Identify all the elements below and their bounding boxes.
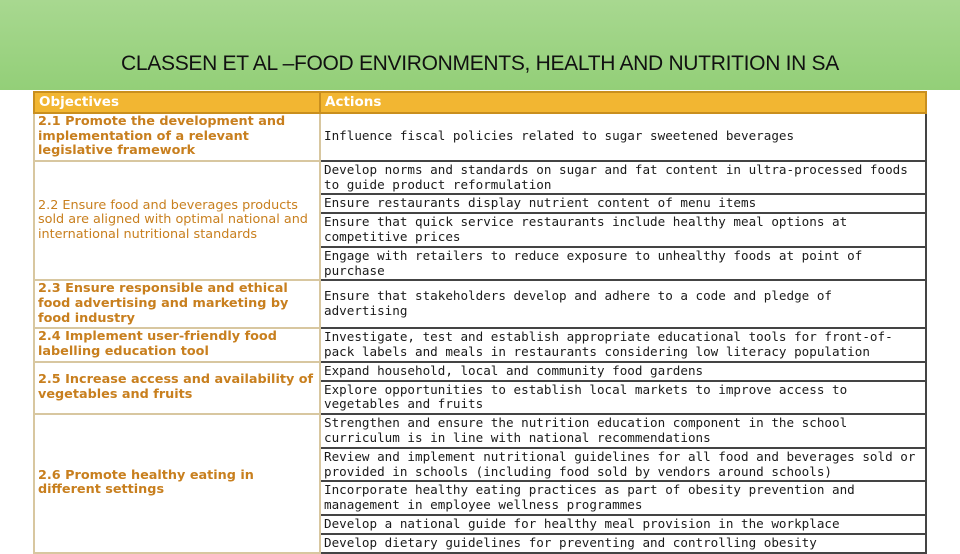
- action-cell: Review and implement nutritional guidelines for all food and beverages sold or provided in schools (including food sold by vendors around schools): [320, 448, 926, 482]
- table-row: [34, 328, 926, 362]
- table-row: [34, 414, 926, 448]
- header-actions: Actions: [320, 92, 926, 113]
- action-cell: Strengthen and ensure the nutrition education component in the school curriculum is in line with national recommendations: [320, 414, 926, 448]
- action-cell: Develop dietary guidelines for preventing and controlling obesity: [320, 534, 926, 553]
- action-cell: Incorporate healthy eating practices as part of obesity prevention and management in employee wellness programmes: [320, 481, 926, 515]
- objective-cell: 2.6 Promote healthy eating in different settings: [34, 414, 320, 552]
- slide-title: CLASSEN ET AL –FOOD ENVIRONMENTS, HEALTH AND NUTRITION IN SA: [121, 52, 839, 75]
- action-cell: Influence fiscal policies related to sugar sweetened beverages: [320, 113, 926, 161]
- objective-cell: 2.1 Promote the development and implementation of a relevant legislative framework: [34, 113, 320, 161]
- table-row: [34, 113, 926, 161]
- table-header-row: [34, 92, 926, 113]
- action-cell: Ensure that quick service restaurants include healthy meal options at competitive prices: [320, 213, 926, 247]
- objective-cell: 2.2 Ensure food and beverages products sold are aligned with optimal national and international nutritional standards: [34, 161, 320, 281]
- table-row: [34, 280, 926, 328]
- action-cell: Ensure that stakeholders develop and adhere to a code and pledge of advertising: [320, 280, 926, 328]
- action-cell: Expand household, local and community food gardens: [320, 362, 926, 381]
- objective-cell: 2.3 Ensure responsible and ethical food advertising and marketing by food industry: [34, 280, 320, 328]
- objective-cell: 2.4 Implement user-friendly food labelling education tool: [34, 328, 320, 362]
- action-cell: Explore opportunities to establish local markets to improve access to vegetables and fruits: [320, 381, 926, 415]
- objectives-actions-table: [33, 91, 925, 550]
- action-cell: Ensure restaurants display nutrient content of menu items: [320, 194, 926, 213]
- action-cell: Investigate, test and establish appropriate educational tools for front-of-pack labels and meals in restaurants considering low literacy population: [320, 328, 926, 362]
- table-row: [34, 161, 926, 195]
- action-cell: Develop a national guide for healthy meal provision in the workplace: [320, 515, 926, 534]
- action-cell: Engage with retailers to reduce exposure to unhealthy foods at point of purchase: [320, 247, 926, 281]
- objective-cell: 2.5 Increase access and availability of vegetables and fruits: [34, 362, 320, 414]
- title-banner: [0, 0, 960, 90]
- header-objectives: Objectives: [34, 92, 320, 113]
- action-cell: Develop norms and standards on sugar and fat content in ultra-processed foods to guide product reformulation: [320, 161, 926, 195]
- table-row: [34, 362, 926, 381]
